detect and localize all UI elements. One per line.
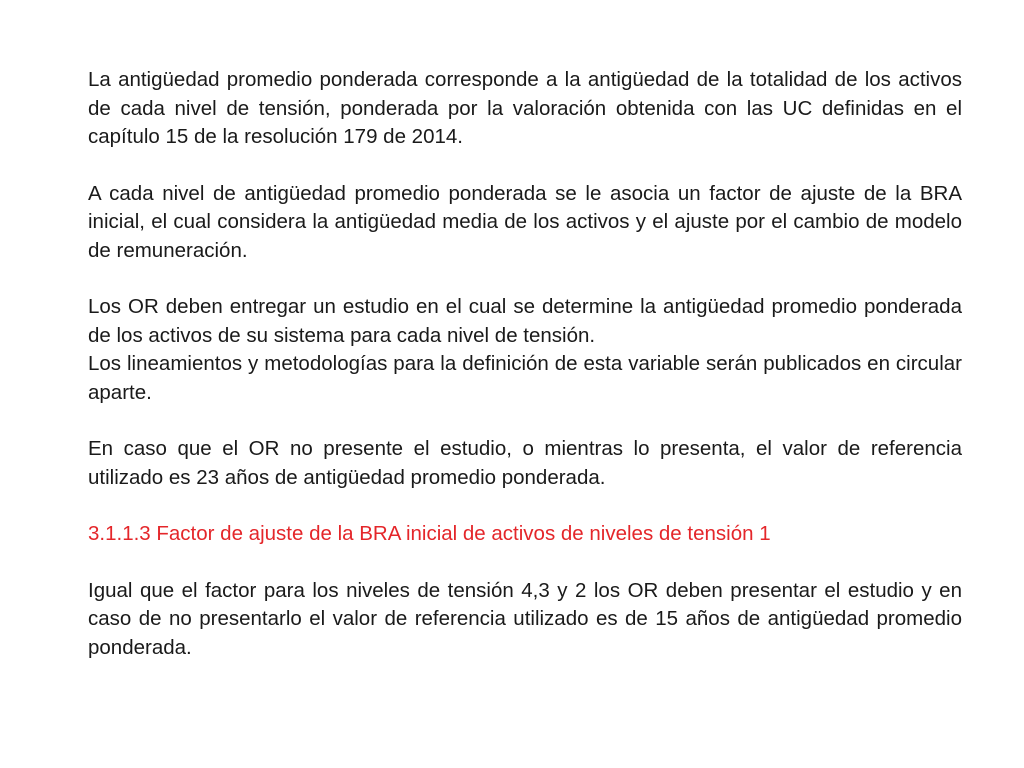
paragraph-spacer bbox=[88, 265, 962, 293]
paragraph-factor-ajuste: A cada nivel de antigüedad promedio ponderada se le asocia un factor de ajuste de la BRA inicial, el cual considera la antigüedad media de los activos y el ajuste por el cambio de modelo de remuneración. bbox=[88, 181, 962, 262]
paragraph-spacer bbox=[88, 152, 962, 180]
paragraph-lineamientos: Los lineamientos y metodologías para la definición de esta variable serán publicados en circular aparte. bbox=[88, 352, 962, 404]
slide-content bbox=[88, 66, 962, 662]
paragraph-nivel-tension-1: Igual que el factor para los niveles de tensión 4,3 y 2 los OR deben presentar el estudio y en caso de no presentarlo el valor de referencia utilizado es de 15 años de antigüedad promedio ponderada. bbox=[88, 578, 962, 659]
section-heading: 3.1.1.3 Factor de ajuste de la BRA inicial de activos de niveles de tensión 1 bbox=[88, 522, 771, 545]
paragraph-valor-referencia: En caso que el OR no presente el estudio, o mientras lo presenta, el valor de referencia utilizado es 23 años de antigüedad promedio ponderada. bbox=[88, 437, 962, 489]
paragraph-spacer bbox=[88, 492, 962, 520]
paragraph-estudio-or: Los OR deben entregar un estudio en el cual se determine la antigüedad promedio ponderada de los activos de su sistema para cada nivel de tensión. bbox=[88, 295, 962, 347]
paragraph-antiguedad-definicion: La antigüedad promedio ponderada corresponde a la antigüedad de la totalidad de los activos de cada nivel de tensión, ponderada por la valoración obtenida con las UC definidas en el capítulo 15 de la resolución 179 de 2014. bbox=[88, 68, 962, 148]
paragraph-spacer bbox=[88, 549, 962, 577]
paragraph-spacer bbox=[88, 407, 962, 435]
